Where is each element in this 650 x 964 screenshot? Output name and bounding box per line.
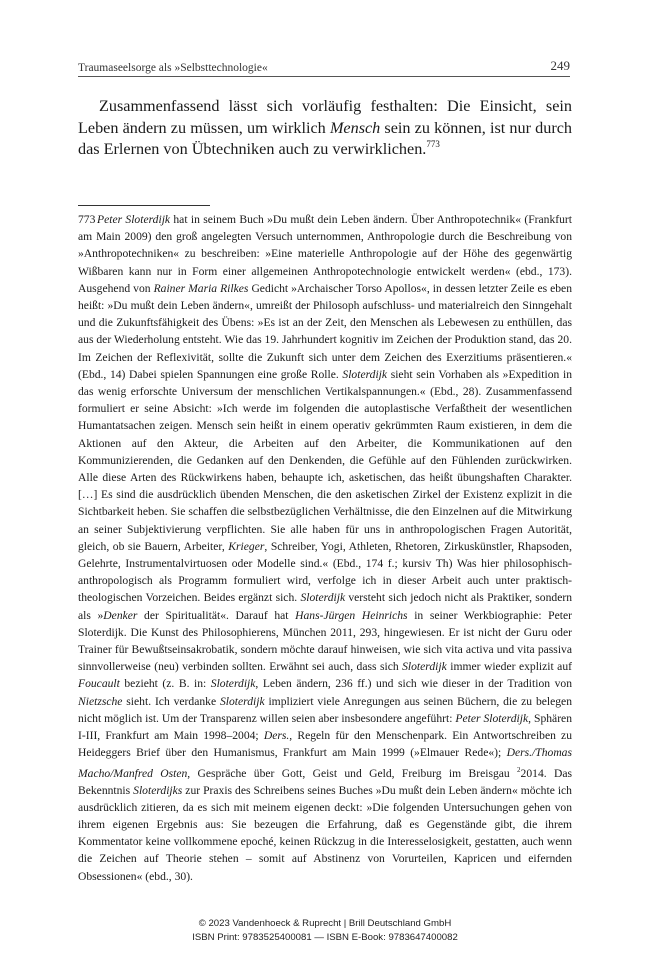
fn-text: sieht. Ich verdanke (122, 694, 220, 708)
footnote-number: 773 (78, 213, 96, 226)
fn-text: hat in seinem Buch »Du mußt dein Leben ändern. Über Anthropotechnik« (Frankfurt am Main 2009) den groß angelegten Versuch unternommen, Anthropologie durch die Beschreibung von »Anthropotechniken« zu beschreiben: »Eine materielle Anthropologie auf der Höhe des gegenwärtig Wißbaren kann nur in Form einer allgemeinen Anthropotechnologie entwickelt werden« (ebd., 173). Ausgehend von (78, 213, 573, 295)
page-number: 249 (550, 58, 570, 73)
fn-italic: Sloterdijk (342, 367, 388, 381)
fn-text: impliziert viele Anregungen aus seinen Büchern, die zu belegen nicht möglich ist. Um der Transparenz willen seien aber insbesondere angeführt: (78, 694, 572, 725)
edition-superscript: 2 (517, 765, 521, 774)
fn-italic: Peter Sloterdijk (97, 213, 171, 226)
fn-text: in seiner Werkbiographie: Peter Sloterdijk. Die Kunst des Philosophierens, München 2011, 293, hingewiesen. Er ist nicht der Guru oder Trainer für Bewußtseinsakrobatik, sondern möchte darauf hinweisen, wie sich vita activa und vita passiva sinnvollerweise (neu) verbinden sollten. Erwähnt sei auch, dass sich (78, 608, 572, 674)
footnote-reference: 773 (426, 138, 440, 149)
fn-text: , Sphären I-III, Frankfurt am Main 1998–2004; (78, 711, 572, 743)
fn-italic: Nietzsche (78, 694, 123, 708)
fn-text: versteht sich jedoch nicht als Praktiker, sondern als » (78, 591, 572, 622)
fn-text: Gedicht »Archaischer Torso Apollos«, in dessen letzter Zeile es eben heißt: »Du mußt dein Leben ändern«, umreißt der Philosoph aufschluss- und materialreich den Sinngehalt und die Zukunftsfähigkeit des Übens: »Es ist an der Zeit, den Menschen als Lebewesen zu enthüllen, das aus der Wiederholung entsteht. Wie das 19. Jahrhundert kognitiv im Zeichen der Produktion stand, das 20. Im Zeichen der Reflexivität, sollte die Zukunft sich unter dem Zeichen des Exerzitiums präsentieren.« (Ebd., 14) Dabei spielen Spannungen eine große Rolle. (78, 281, 572, 381)
fn-italic: Sloterdijks (133, 783, 183, 797)
running-title: Traumaseelsorge als »Selbsttechnologie« (78, 62, 268, 74)
running-header (78, 54, 570, 74)
fn-italic: Sloterdijk (210, 677, 256, 691)
fn-italic: Sloterdijk (300, 591, 346, 605)
body-paragraph (78, 96, 572, 161)
fn-text: immer wieder explizit auf (446, 660, 572, 674)
fn-italic: Sloterdijk (402, 660, 447, 674)
fn-italic: Ders./Thomas Macho/Manfred Osten (78, 746, 572, 780)
fn-text: der Spiritualität«. Darauf hat (137, 608, 296, 622)
fn-text: sieht sein Vorhaben als »Expedition in das wenig erforschte Universum der menschlichen Vertikalspannungen.« (Ebd., 28). Zusammenfassend formuliert er seine Absicht: »Ich werde im folgenden die autoplastische Verfaßtheit der wesentlichen Humantatsachen zeigen. Mensch sein heißt in einem operativ gekrümmten Raum existieren, in dem die Aktionen auf den Akteur, die Arbeiten auf den Arbeiter, die Kommunikationen auf den Kommunizierenden, die Gedanken auf den Denkenden, die Gefühle auf den Fühlenden zurückwirken. Alle diese Arten des Rückwirkens haben, behaupte ich, asketischen, das heißt übungshaften Charakter. […] Es sind die ausdrücklich übenden Menschen, die den asketischen Zirkel der Existenz explizit in die Sichtbarkeit heben. Sie schaffen die selbstbezüglichen Verhältnisse, die den Einzelnen auf die Mitwirkung an seiner Subjektivierung verpflichten. Sie alle haben für uns in anthropologischen Fragen Autorität, gleich, ob sie Bauern, Arbeiter, (78, 367, 572, 553)
footnote (78, 211, 572, 885)
body-text: sein zu können, ist nur durch das Erlernen von Übtechniken auch zu verwirklichen. (78, 118, 572, 158)
fn-italic: Denker (103, 608, 138, 622)
copyright-line: © 2023 Vandenhoeck & Ruprecht | Brill Deutschland GmbH (198, 918, 452, 929)
fn-italic: Foucault (78, 677, 120, 691)
fn-text: , Leben ändern, 236 ff.) und sich wie dieser in der Tradition von (255, 677, 572, 691)
fn-text: 2014. Das Bekenntnis (78, 766, 572, 797)
footnote-rule (78, 205, 210, 206)
fn-italic: Peter Sloterdijk (455, 711, 529, 725)
fn-text: , Schreiber, Yogi, Athleten, Rhetoren, Zirkuskünstler, Rhapsoden, Gelehrte, Instrumentalvirtuosen oder Modelle sind.« (Ebd., 174 f.; kursiv Th) Was hier philosophisch-anthropologisch als Programm formuliert wird, verfolge ich in dieser Arbeit auch unter praktisch-theologischen Vorzeichen. Beides ergänzt sich. (78, 539, 572, 605)
fn-text: , Gespräche über Gott, Geist und Geld, Freiburg im Breisgau (187, 766, 518, 780)
fn-text: , Regeln für den Menschenpark. Ein Antwortschreiben zu Heideggers Brief über den Humanismus, Frankfurt am Main 1999 (»Elmauer Rede«); (78, 729, 573, 760)
body-emphasis: Mensch (329, 118, 381, 137)
fn-italic: Ders. (263, 729, 290, 743)
fn-italic: Sloterdijk (219, 694, 265, 708)
header-rule (78, 76, 570, 77)
fn-italic: Krieger (228, 539, 265, 553)
fn-text: bezieht (z. B. in: (119, 677, 211, 691)
fn-italic: Hans-Jürgen Heinrichs (295, 608, 408, 622)
isbn-line: ISBN Print: 9783525400081 — ISBN E-Book: 9783647400082 (192, 932, 458, 943)
fn-text: zur Praxis des Schreibens seines Buches »Du mußt dein Leben ändern« möchte ich ausdrücklich zitieren, da es sich mit meinem eigenen deckt: »Die folgenden Untersuchungen gehen von ihrem eigenen Ergebnis aus: Sie bezeugen die Erfahrung, daß es Gegenstände gibt, die ihrem Kommentator keine vollkommene epoché, keinen Rückzug in die Interesselosigkeit, gestatten, auch wenn die Zeichen auf Theorie stehen – somit auf Abstinenz von Vorurteilen, Kapricen und eifernden Obsessionen« (ebd., 30). (78, 783, 572, 883)
body-text: Zusammenfassend lässt sich vorläufig festhalten: Die Einsicht, sein Leben ändern zu müssen, um wirklich (78, 97, 572, 137)
fn-italic: Rainer Maria Rilkes (153, 281, 249, 295)
